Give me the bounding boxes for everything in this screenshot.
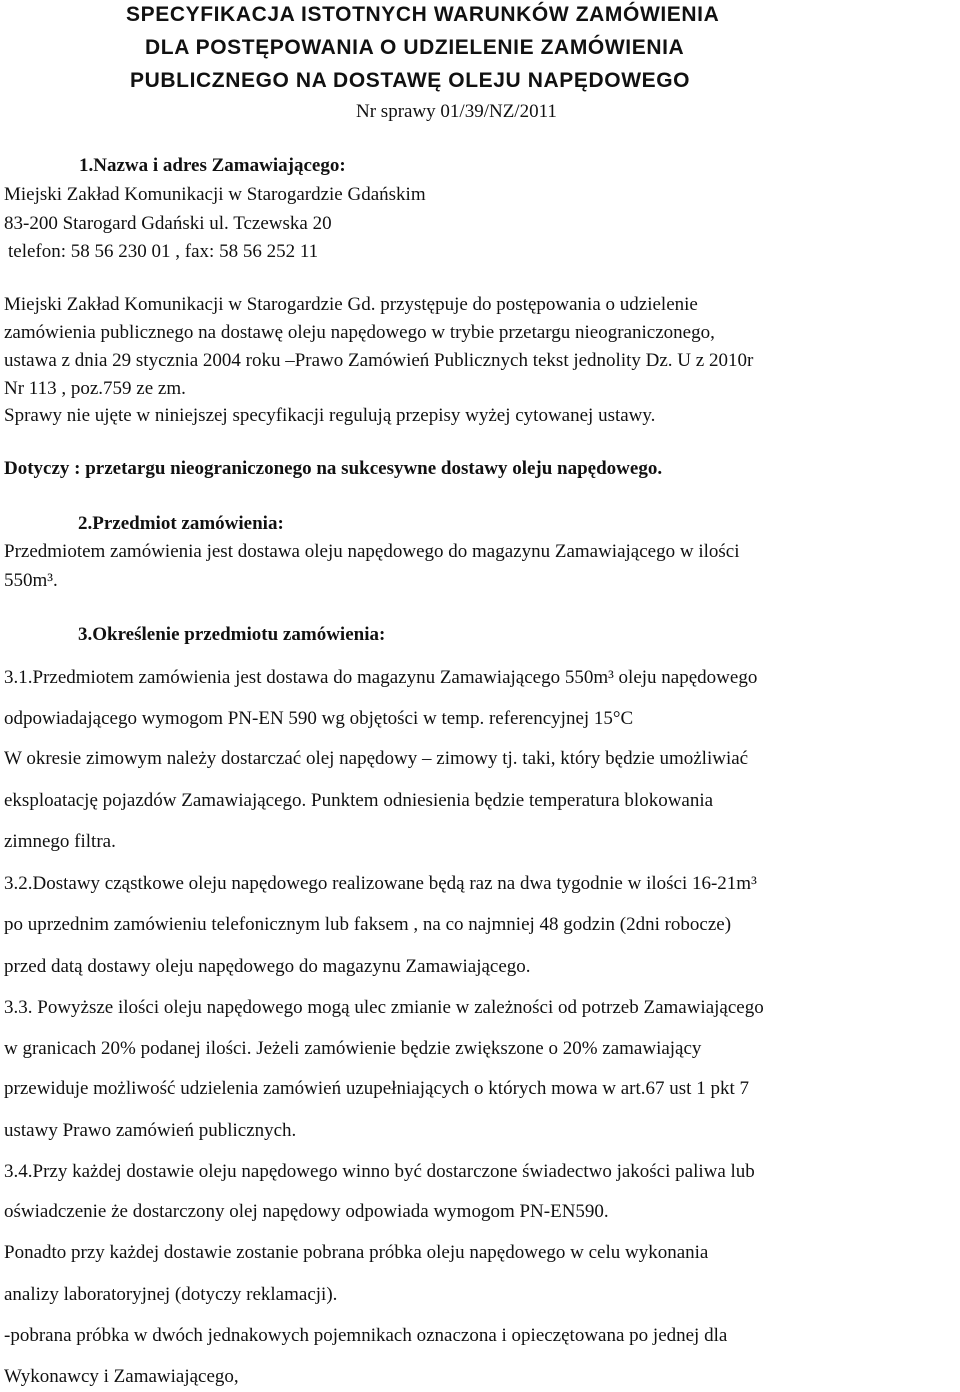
section-3-line: 3.3. Powyższe ilości oleju napędowego mogą ulec zmianie w zależności od potrzeb Zamawiającego — [4, 997, 764, 1018]
section-3-line: 3.4.Przy każdej dostawie oleju napędowego winno być dostarczone świadectwo jakości paliwa lub — [4, 1161, 755, 1182]
section-3-line: przed datą dostawy oleju napędowego do magazynu Zamawiającego. — [4, 956, 531, 977]
address-line: Miejski Zakład Komunikacji w Starogardzie Gdańskim — [4, 184, 426, 205]
section-3-line: eksploatację pojazdów Zamawiającego. Punktem odniesienia będzie temperatura blokowania — [4, 790, 714, 811]
section-3-line: W okresie zimowym należy dostarczać olej napędowy – zimowy tj. taki, który będzie umożliwiać — [4, 748, 749, 769]
section-3-line: po uprzednim zamówieniu telefonicznym lub faksem , na co najmniej 48 godzin (2dni robocze) — [4, 914, 732, 935]
intro-line: Nr 113 , poz.759 ze zm. — [4, 378, 186, 399]
section-2-line: Przedmiotem zamówienia jest dostawa oleju napędowego do magazynu Zamawiającego w ilości — [4, 541, 740, 562]
document-title-line-1: SPECYFIKACJA ISTOTNYCH WARUNKÓW ZAMÓWIENIA — [126, 3, 720, 26]
intro-line: Miejski Zakład Komunikacji w Starogardzie Gd. przystępuje do postępowania o udzielenie — [4, 294, 698, 315]
section-3-line: oświadczenie że dostarczony olej napędowy odpowiada wymogom PN-EN590. — [4, 1201, 609, 1222]
section-3-line: Wykonawcy i Zamawiającego, — [4, 1366, 239, 1387]
section-3-line: -pobrana próbka w dwóch jednakowych pojemnikach oznaczona i opieczętowana po jednej dla — [4, 1325, 728, 1346]
document-title-line-2: DLA POSTĘPOWANIA O UDZIELENIE ZAMÓWIENIA — [145, 36, 685, 59]
section-1-heading: 1.Nazwa i adres Zamawiającego: — [79, 155, 346, 176]
document-title-line-3: PUBLICZNEGO NA DOSTAWĘ OLEJU NAPĘDOWEGO — [130, 69, 691, 92]
section-3-line: 3.2.Dostawy cząstkowe oleju napędowego realizowane będą raz na dwa tygodnie w ilości 16-21m³ — [4, 873, 757, 894]
address-line: 83-200 Starogard Gdański ul. Tczewska 20 — [4, 213, 332, 234]
contact-line: telefon: 58 56 230 01 , fax: 58 56 252 11 — [8, 241, 319, 262]
section-3-line: ustawy Prawo zamówień publicznych. — [4, 1120, 297, 1141]
section-3-line: analizy laboratoryjnej (dotyczy reklamacji). — [4, 1284, 338, 1305]
intro-line: zamówienia publicznego na dostawę oleju napędowego w trybie przetargu nieograniczonego, — [4, 322, 715, 343]
case-number: Nr sprawy 01/39/NZ/2011 — [356, 101, 557, 122]
section-3-line: 3.1.Przedmiotem zamówienia jest dostawa do magazynu Zamawiającego 550m³ oleju napędowego — [4, 667, 758, 688]
section-2-line: 550m³. — [4, 570, 58, 591]
section-3-line: w granicach 20% podanej ilości. Jeżeli zamówienie będzie zwiększone o 20% zamawiający — [4, 1038, 702, 1059]
section-3-heading: 3.Określenie przedmiotu zamówienia: — [78, 624, 386, 645]
concerns-statement: Dotyczy : przetargu nieograniczonego na sukcesywne dostawy oleju napędowego. — [4, 458, 663, 479]
section-3-line: Ponadto przy każdej dostawie zostanie pobrana próbka oleju napędowego w celu wykonania — [4, 1242, 709, 1263]
section-3-line: odpowiadającego wymogom PN-EN 590 wg objętości w temp. referencyjnej 15°C — [4, 708, 634, 729]
section-2-heading: 2.Przedmiot zamówienia: — [78, 513, 284, 534]
intro-line: Sprawy nie ujęte w niniejszej specyfikacji regulują przepisy wyżej cytowanej ustawy. — [4, 405, 656, 426]
section-3-line: przewiduje możliwość udzielenia zamówień uzupełniających o których mowa w art.67 ust 1 pkt 7 — [4, 1078, 749, 1099]
section-3-line: zimnego filtra. — [4, 831, 116, 852]
intro-line: ustawa z dnia 29 stycznia 2004 roku –Prawo Zamówień Publicznych tekst jednolity Dz. U z 2010r — [4, 350, 754, 371]
